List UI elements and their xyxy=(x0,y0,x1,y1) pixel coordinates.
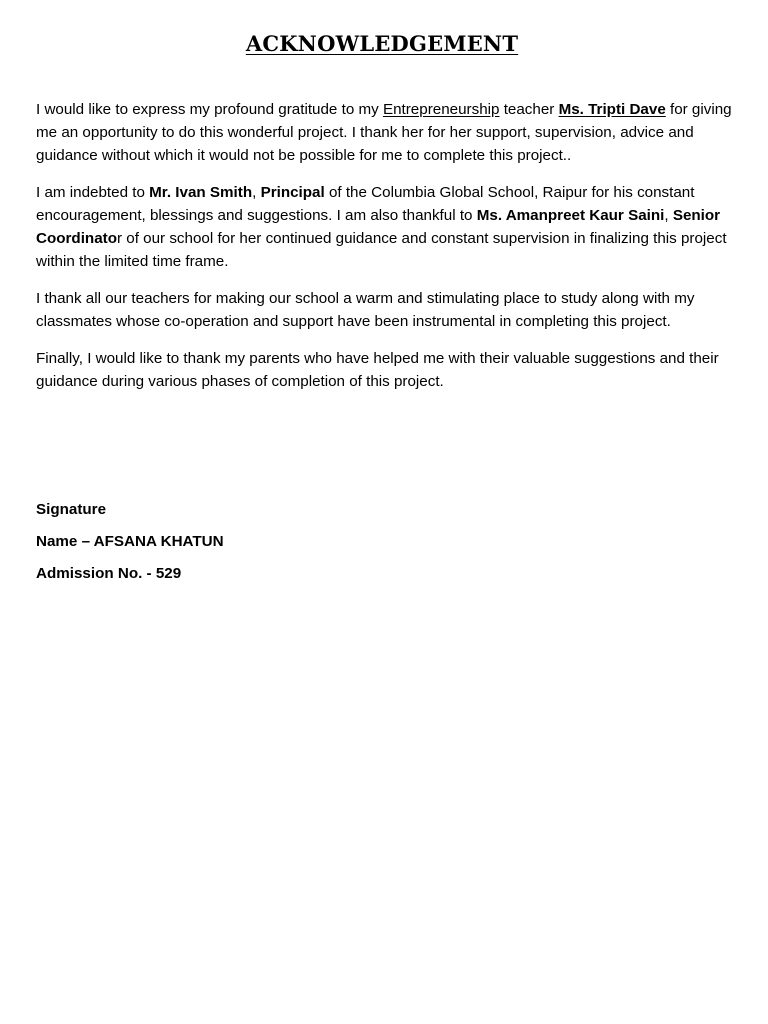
principal-title: Principal xyxy=(260,184,325,201)
student-name: Name – AFSANA KHATUN xyxy=(36,533,224,550)
paragraph-text: I am indebted to xyxy=(36,184,150,201)
page-title-text: ACKNOWLEDGEMENT xyxy=(245,31,519,56)
coordinator-title: Senior Coordinato xyxy=(36,207,721,247)
paragraph-text: I would like to express my profound gratitude to my xyxy=(36,101,383,118)
page-title xyxy=(0,30,768,58)
document-body xyxy=(36,98,736,407)
subject-name: Entrepreneurship xyxy=(382,101,500,118)
paragraph-text: , xyxy=(252,184,261,201)
admission-number: Admission No. - 529 xyxy=(36,565,182,582)
paragraph-parents: Finally, I would like to thank my parents who have helped me with their valuable suggestions and their guidance during various phases of completion of this project. xyxy=(36,350,719,390)
paragraph-text: of the Columbia Global School, Raipur for his constant encouragement, blessings and suggestions. I am also thankful to xyxy=(36,184,695,224)
paragraph-text: , xyxy=(664,207,673,224)
paragraph-gratitude xyxy=(36,98,736,167)
paragraph-text: for giving me an opportunity to do this wonderful project. I thank her for her support, supervision, advice and guidance without which it would not be possible for me to complete this project.. xyxy=(36,101,732,164)
signature-label: Signature xyxy=(36,501,107,518)
coordinator-name: Ms. Amanpreet Kaur Saini xyxy=(476,207,665,224)
principal-name: Mr. Ivan Smith xyxy=(149,184,253,201)
teacher-name: Ms. Tripti Dave xyxy=(558,101,666,118)
paragraph-indebted xyxy=(36,181,736,273)
paragraph-text: r of our school for her continued guidance and constant supervision in finalizing this project within the limited time frame. xyxy=(36,230,727,270)
paragraph-teachers: I thank all our teachers for making our school a warm and stimulating place to study along with my classmates whose co-operation and support have been instrumental in completing this project. xyxy=(36,290,695,330)
paragraph-text: teacher xyxy=(499,101,559,118)
